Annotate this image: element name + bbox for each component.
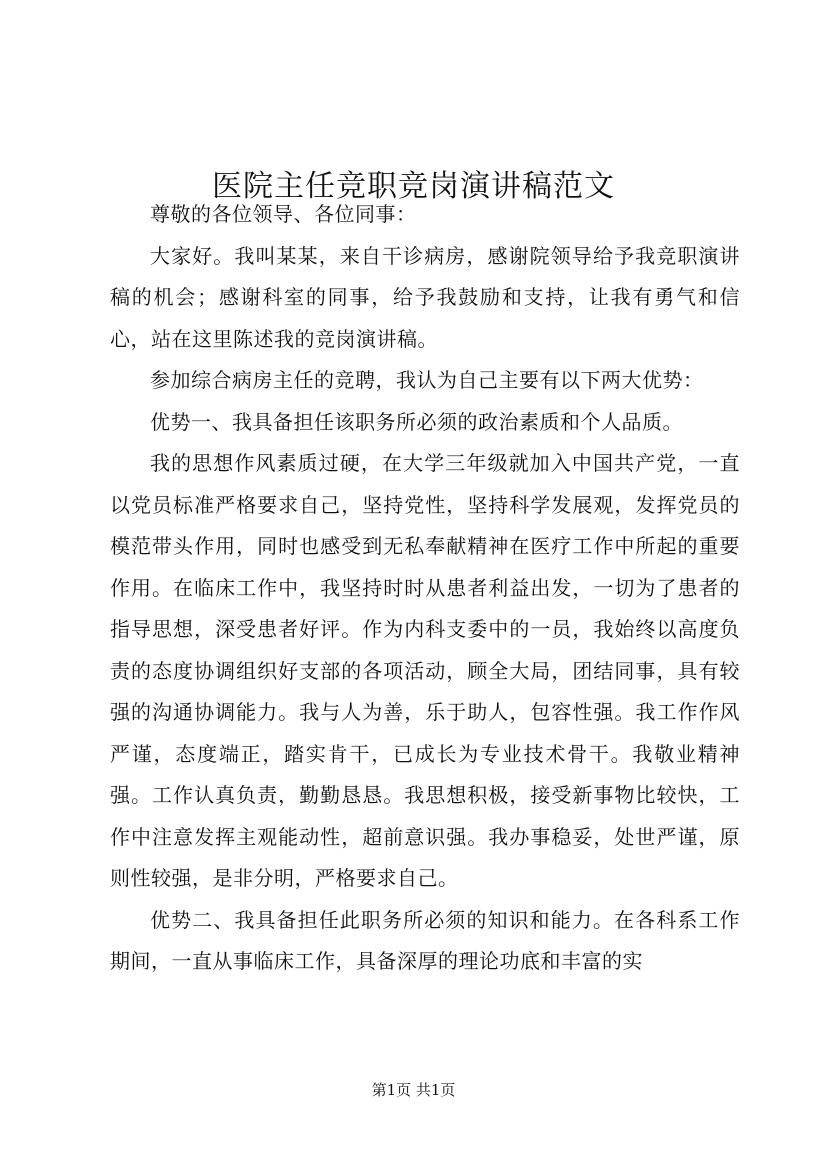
paragraph-greeting: 大家好。我叫某某，来自干诊病房，感谢院领导给予我竞职演讲稿的机会；感谢科室的同事，给予我鼓励和支持，让我有勇气和信心，站在这里陈述我的竞岗演讲稿。: [110, 243, 740, 351]
document-body: [110, 194, 740, 983]
paragraph-advantage-two: 优势二、我具备担任此职务所必须的知识和能力。在各科系工作期间，一直从事临床工作，具备深厚的理论功底和丰富的实: [110, 907, 740, 973]
document-title: 医院主任竞职竞岗演讲稿范文: [212, 169, 615, 205]
page-footer: 第1页 共1页: [371, 1081, 456, 1099]
paragraph-salutation: 尊敬的各位领导、各位同事：: [150, 202, 417, 226]
paragraph-advantage-one: 优势一、我具备担任该职务所必须的政治素质和个人品质。: [150, 409, 683, 434]
paragraph-advantage-one-detail: 我的思想作风素质过硬，在大学三年级就加入中国共产党，一直以党员标准严格要求自己，坚持党性，坚持科学发展观，发挥党员的模范带头作用，同时也感受到无私奉献精神在医疗工作中所起的重要作用。在临床工作中，我坚持时时从患者利益出发，一切为了患者的指导思想，深受患者好评。作为内科支委中的一员，我始终以高度负责的态度协调组织好支部的各项活动，顾全大局，团结同事，具有较强的沟通协调能力。我与人为善，乐于助人，包容性强。我工作作风严谨，态度端正，踏实肯干，已成长为专业技术骨干。我敬业精神强。工作认真负责，勤勤恳恳。我思想积极，接受新事物比较快，工作中注意发挥主观能动性，超前意识强。我办事稳妥，处世严谨，原则性较强，是非分明，严格要求自己。: [110, 451, 740, 890]
paragraph-intro: 参加综合病房主任的竞聘，我认为自己主要有以下两大优势：: [150, 368, 704, 392]
